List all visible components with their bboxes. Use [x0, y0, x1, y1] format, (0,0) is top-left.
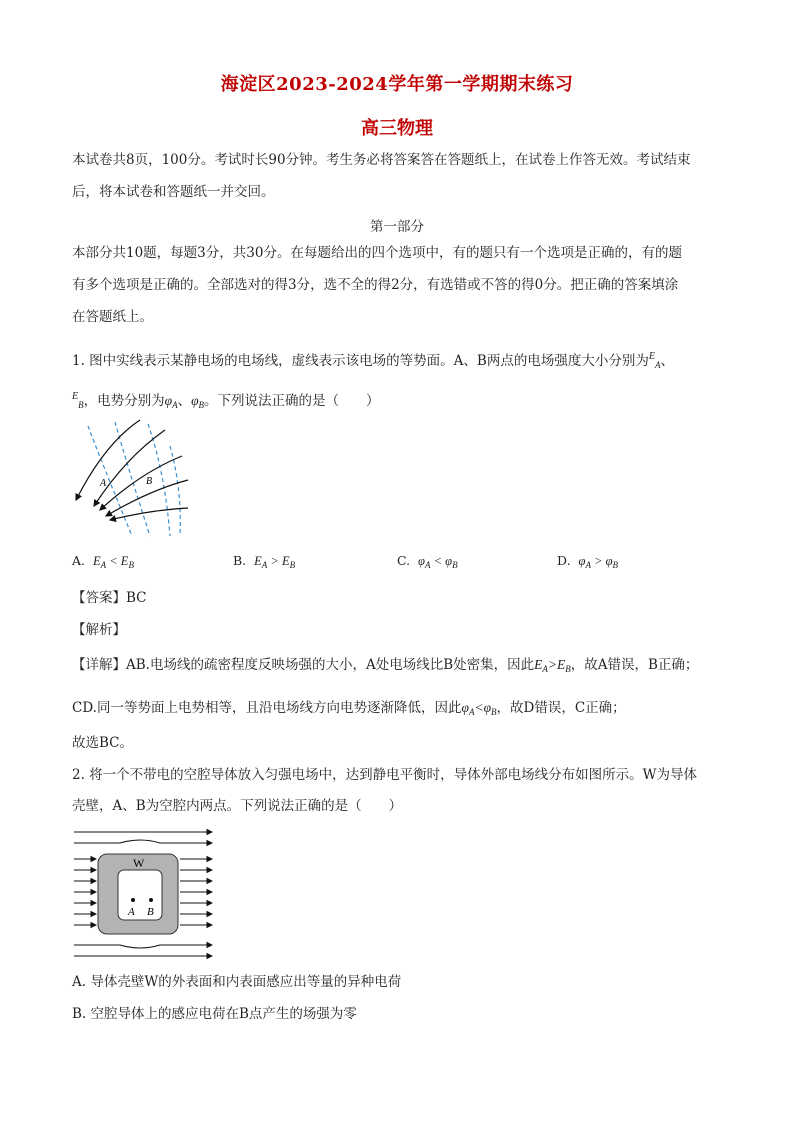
q1-stem2-pre: ，电势分别为 [83, 393, 165, 409]
q1-answer: 【答案】BC [72, 590, 147, 606]
q1-detail-line-2: CD.同一等势面上电势相等，且沿电场线方向电势逐渐降低，因此$\varphi_A<\varphi_B$，故D错误，C正确； [72, 700, 626, 717]
exam-subject: 高三物理 [361, 118, 433, 139]
q2-option-a[interactable]: A. 导体壳壁W的外表面和内表面感应出等量的异种电荷 [72, 974, 402, 990]
field-line [100, 456, 182, 510]
field-line [110, 508, 188, 520]
part-instructions-3: 在答题纸上。 [72, 309, 153, 325]
q1-stem-text: 1. 图中实线表示某静电场的电场线，虚线表示该电场的等势面。A、B两点的电场强度大小分别为 [72, 353, 649, 369]
q1-detail-line-1: 【详解】AB.电场线的疏密程度反映场强的大小，A处电场线比B处密集，因此$E_A>E_B$，故A错误，B正确； [72, 657, 699, 674]
part-heading: 第一部分 [370, 219, 424, 235]
point-A-dot [131, 898, 135, 902]
field-lines-right [180, 859, 212, 925]
shell-label-W: W [133, 856, 145, 870]
point-B-dot [149, 898, 153, 902]
q1-stem-line-1 [72, 347, 674, 375]
point-label-B: B [146, 476, 153, 487]
q1-stem2-post: 。下列说法正确的是（ ） [204, 393, 380, 409]
q2-conductor-diagram [70, 826, 216, 962]
part-instructions-2: 有多个选项是正确的。全部选对的得3分，选不全的得2分，有选错或不答的得0分。把正确的答案填涂 [72, 277, 679, 293]
q1-option-a[interactable]: A. $E_A < E_B$ [72, 553, 134, 570]
q1-symbol-EB: $^E_B$ [72, 391, 84, 410]
q1-symbol-phiA: $\varphi_A$ [164, 393, 178, 410]
q1-stem-line-2 [72, 387, 380, 415]
q1-conclusion: 故选BC。 [72, 735, 134, 751]
q2-option-b[interactable]: B. 空腔导体上的感应电荷在B点产生的场强为零 [72, 1006, 357, 1022]
field-lines-left [74, 859, 96, 925]
point-label-A: A [100, 478, 107, 489]
field-line [74, 945, 212, 948]
q1-sep: 、 [660, 353, 674, 369]
exam-title: 海淀区2023-2024学年第一学期期末练习 [220, 74, 574, 95]
intro-line-1: 本试卷共8页，100分。考试时长90分钟。考生务必将答案答在答题纸上，在试卷上作答无效。考试结束 [72, 152, 691, 168]
q1-option-b[interactable]: B. $E_A > E_B$ [233, 553, 296, 570]
q2-stem-line-2: 壳壁，A、B为空腔内两点。下列说法正确的是（ ） [72, 798, 403, 814]
part-instructions-1: 本部分共10题，每题3分，共30分。在每题给出的四个选项中，有的题只有一个选项是正确的，有的题 [72, 245, 682, 261]
point-label-A: A [128, 906, 135, 918]
q1-field-diagram [70, 418, 190, 538]
q1-option-c[interactable]: C. $\varphi_A < \varphi_B$ [397, 553, 458, 570]
point-label-B: B [147, 906, 154, 918]
q2-stem-line-1: 2. 将一个不带电的空腔导体放入匀强电场中，达到静电平衡时，导体外部电场线分布如图所示。W为导体 [72, 767, 698, 783]
q1-symbol-EA: $^E_A$ [648, 351, 661, 370]
intro-line-2: 后，将本试卷和答题纸一并交回。 [72, 184, 275, 200]
field-line [74, 840, 212, 843]
conductor-cavity [118, 870, 162, 920]
q1-symbol-phiB: $\varphi_B$ [191, 393, 205, 410]
q1-option-d[interactable]: D. $\varphi_A > \varphi_B$ [557, 553, 619, 570]
equipotential-line [115, 422, 153, 536]
q1-sep-2: 、 [177, 393, 192, 409]
q1-analysis-tag: 【解析】 [72, 622, 126, 638]
